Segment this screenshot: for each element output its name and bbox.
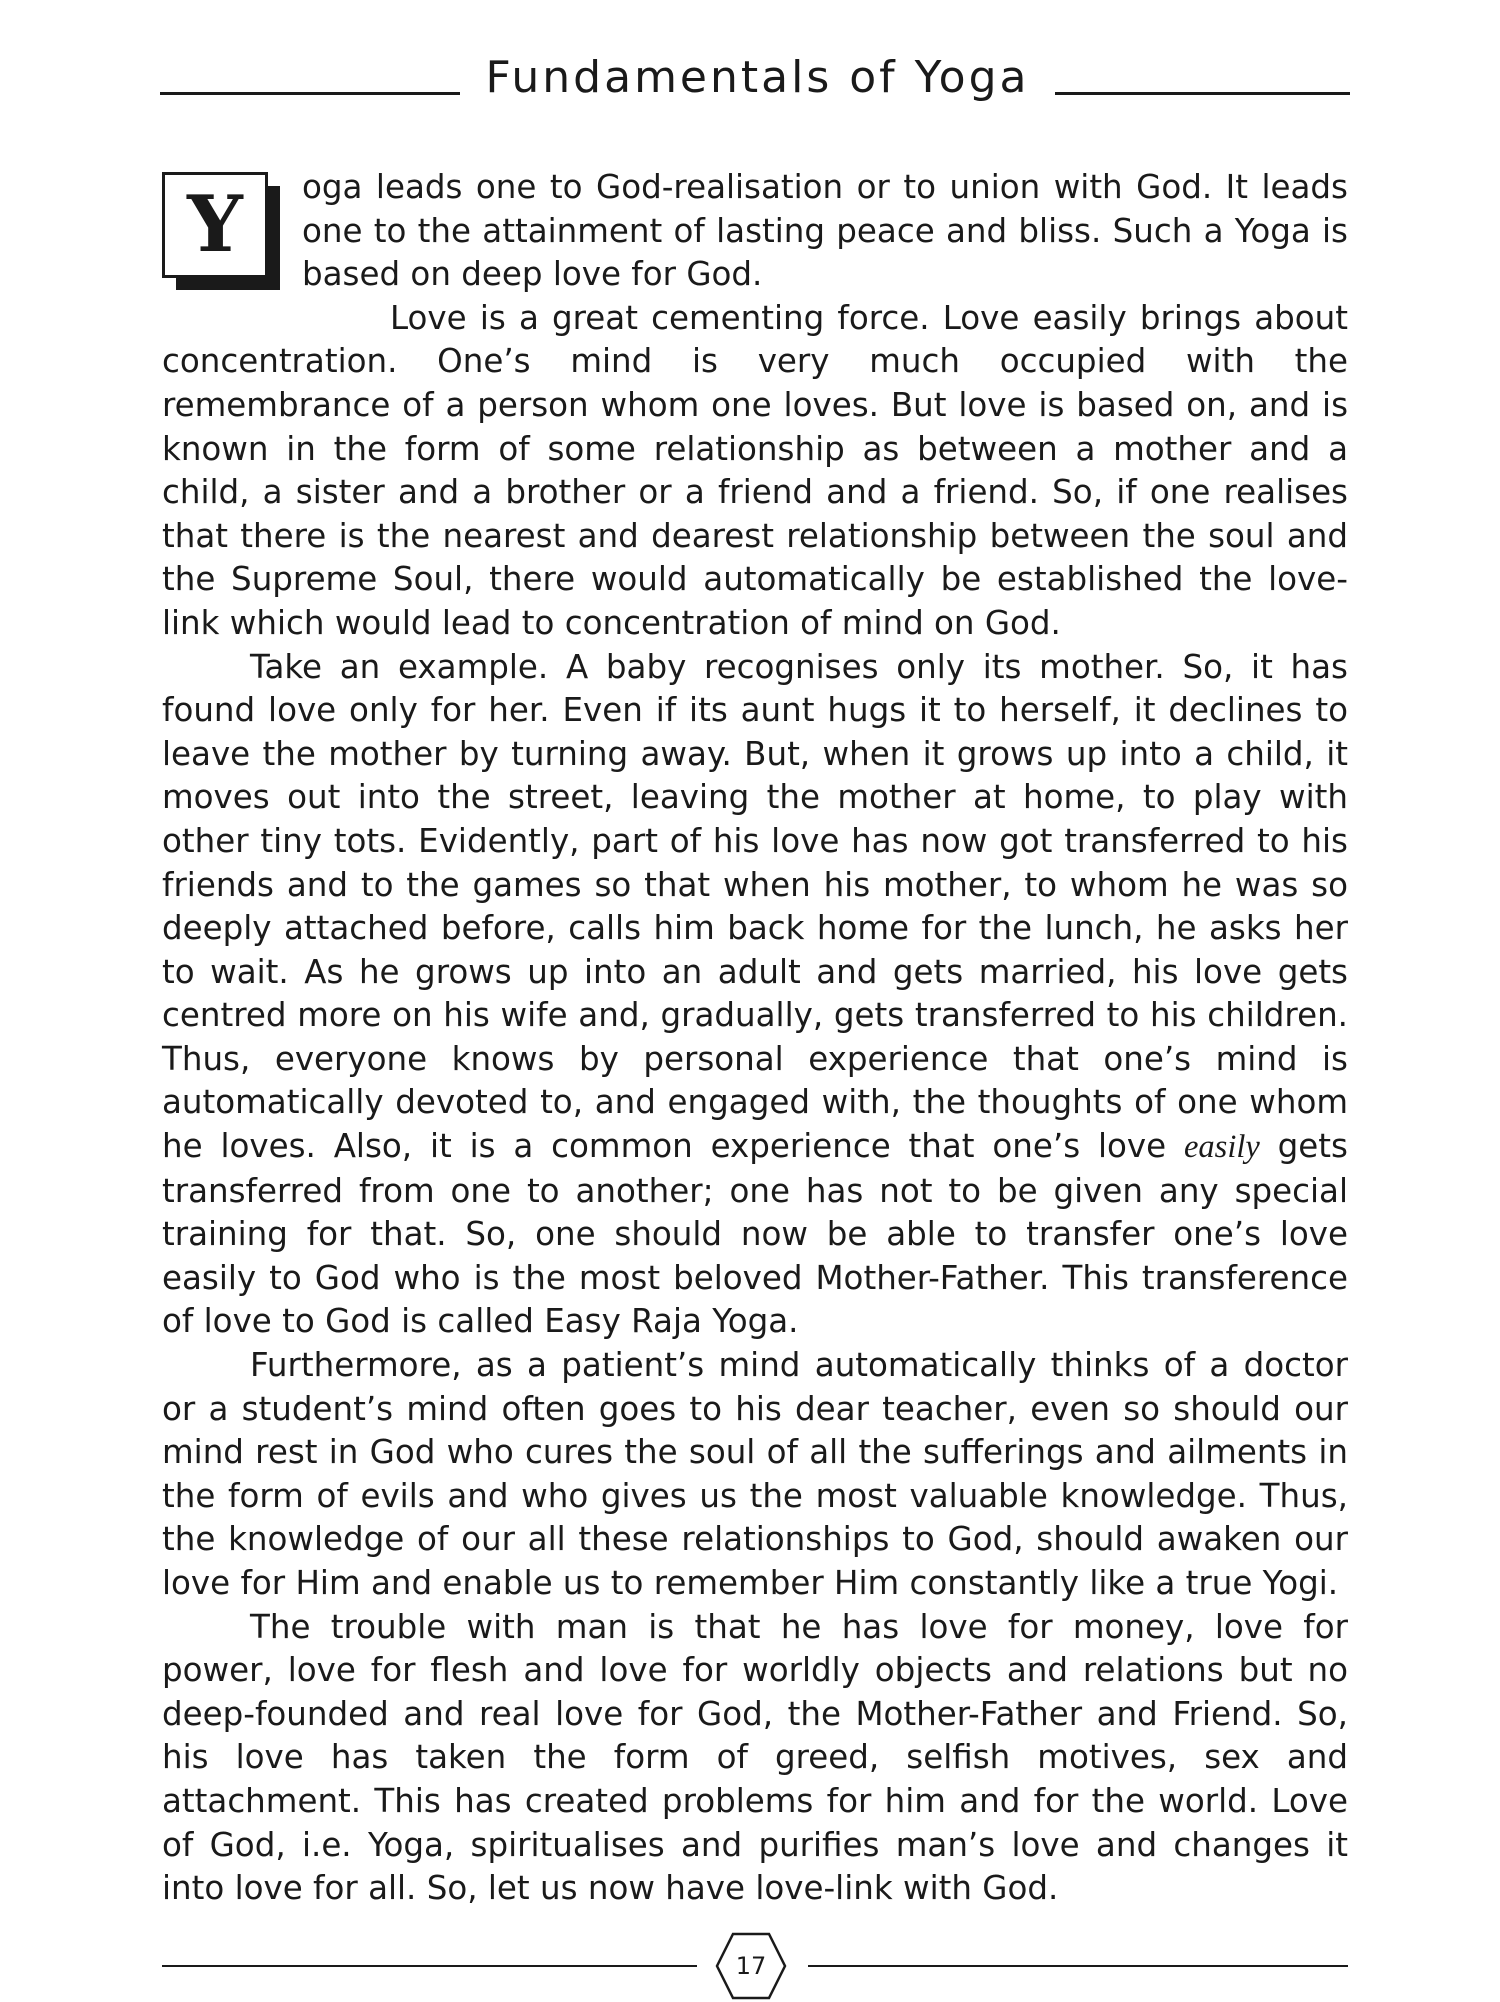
header-rule-right: [1055, 92, 1350, 95]
running-header: [160, 48, 1350, 108]
paragraph-1: [162, 166, 1348, 297]
page-footer: [162, 1952, 1348, 1994]
footer-rule-right: [808, 1965, 1348, 1967]
paragraph-1-text: oga leads one to God-realisation or to union with God. It leads one to the attainment of lasting peace and bliss. Such a Yoga is based on deep love for God.: [302, 168, 1348, 294]
drop-cap-letter: Y: [162, 172, 268, 278]
header-title: Fundamentals of Yoga: [485, 52, 1030, 103]
paragraph-3: [162, 646, 1348, 1345]
page-number-badge: [715, 1930, 787, 2002]
paragraph-4: Furthermore, as a patient’s mind automatically thinks of a doctor or a student’s mind often goes to his dear teacher, even so should our mind rest in God who cures the soul of all the sufferings and ailments in the form of evils and who gives us the most valuable knowledge. Thus, the knowledge of our all these relationships to God, should awaken our love for Him and enable us to remember Him constantly like a true Yogi.: [162, 1346, 1348, 1602]
paragraph-2: Love is a great cementing force. Love easily brings about concentration. One’s mind is very much occupied with the remembrance of a person whom one loves. But love is based on, and is known in the form of some relationship as between a mother and a child, a sister and a brother or a friend and a friend. So, if one realises that there is the nearest and dearest relationship between the soul and the Supreme Soul, there would automatically be established the love-link which would lead to concentration of mind on God.: [162, 298, 1348, 642]
page-number: 17: [735, 1952, 767, 1980]
footer-rule-left: [162, 1965, 697, 1967]
drop-cap: [162, 172, 284, 294]
header-rule-left: [160, 92, 460, 95]
paragraph-5: The trouble with man is that he has love for money, love for power, love for flesh and love for worldly objects and relations but no deep-founded and real love for God, the Mother-Father and Friend. So, his love has taken the form of greed, selfish motives, sex and attachment. This has created problems for him and for the world. Love of God, i.e. Yoga, spiritualises and purifies man’s love and changes it into love for all. So, let us now have love-link with God.: [162, 1607, 1348, 1908]
emphasis-easily: easily: [1184, 1129, 1260, 1166]
paragraph-3-text-end: gets transferred from one to another; one has not to be given any special training for that. So, one should now be able to transfer one’s love easily to God who is the most beloved Mother-Father. This transference of love to God is called Easy Raja Yoga.: [162, 1127, 1348, 1341]
body-text: [162, 166, 1348, 1911]
paragraph-3-text-start: Take an example. A baby recognises only its mother. So, it has found love only for her. Even if its aunt hugs it to herself, it declines to leave the mother by turning away. But, when it grows up into a child, it moves out into the street, leaving the mother at home, to play with other tiny tots. Evidently, part of his love has now got transferred to his friends and to the games so that when his mother, to whom he was so deeply attached before, calls him back home for the lunch, he asks her to wait. As he grows up into an adult and gets married, his love gets centred more on his wife and, gradually, gets transferred to his children. Thus, everyone knows by personal experience that one’s mind is automatically devoted to, and engaged with, the thoughts of one whom he loves. Also, it is a common experience that one’s love: [162, 647, 1348, 1166]
